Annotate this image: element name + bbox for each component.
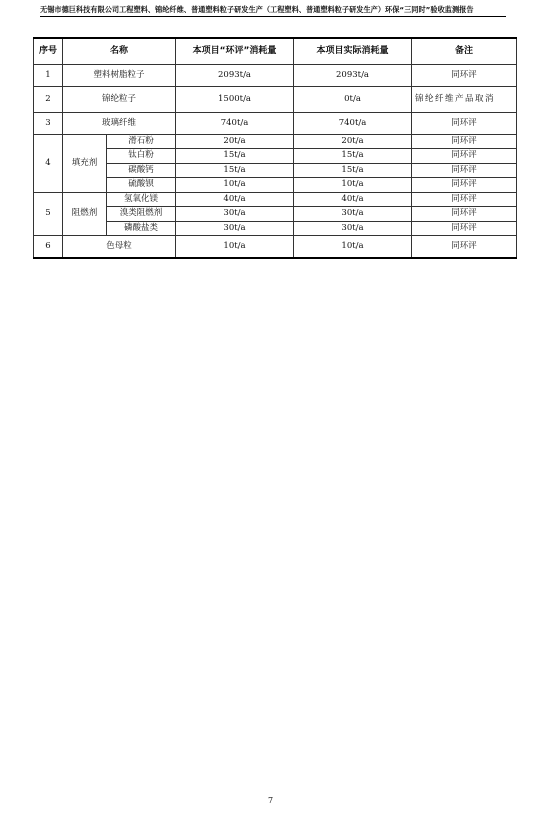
cell-eia: 30t/a [176, 221, 294, 236]
cell-subname: 滑石粉 [107, 134, 176, 149]
table-row [34, 221, 517, 236]
cell-name: 色母粒 [63, 236, 176, 258]
cell-remark: 同环评 [412, 64, 517, 86]
cell-remark: 同环评 [412, 112, 517, 134]
table-row [34, 149, 517, 164]
table-row [34, 134, 517, 149]
cell-subname: 碳酸钙 [107, 163, 176, 178]
cell-no: 4 [34, 134, 63, 192]
cell-group-name: 阻燃剂 [63, 192, 107, 236]
cell-actual: 740t/a [294, 112, 412, 134]
cell-no: 3 [34, 112, 63, 134]
cell-actual: 30t/a [294, 221, 412, 236]
cell-actual: 10t/a [294, 178, 412, 193]
cell-actual: 2093t/a [294, 64, 412, 86]
cell-eia: 40t/a [176, 192, 294, 207]
header-actual-consumption: 本项目实际消耗量 [294, 38, 412, 64]
cell-subname: 氢氧化镁 [107, 192, 176, 207]
cell-eia: 1500t/a [176, 86, 294, 112]
cell-eia: 15t/a [176, 149, 294, 164]
table-row [34, 236, 517, 258]
cell-eia: 10t/a [176, 178, 294, 193]
cell-eia: 20t/a [176, 134, 294, 149]
table-row [34, 112, 517, 134]
cell-remark: 同环评 [412, 221, 517, 236]
header-eia-consumption: 本项目“环评”消耗量 [176, 38, 294, 64]
cell-subname: 溴类阻燃剂 [107, 207, 176, 222]
cell-no: 2 [34, 86, 63, 112]
cell-eia: 10t/a [176, 236, 294, 258]
table-row [34, 207, 517, 222]
cell-remark: 同环评 [412, 207, 517, 222]
header-remark: 备注 [412, 38, 517, 64]
cell-name: 玻璃纤维 [63, 112, 176, 134]
cell-subname: 钛白粉 [107, 149, 176, 164]
cell-actual: 30t/a [294, 207, 412, 222]
header-name: 名称 [63, 38, 176, 64]
cell-actual: 40t/a [294, 192, 412, 207]
cell-name: 锦纶粒子 [63, 86, 176, 112]
cell-eia: 2093t/a [176, 64, 294, 86]
header-no: 序号 [34, 38, 63, 64]
cell-actual: 0t/a [294, 86, 412, 112]
cell-no: 6 [34, 236, 63, 258]
report-header [40, 5, 506, 17]
cell-remark: 同环评 [412, 163, 517, 178]
table-row [34, 192, 517, 207]
page-number: 7 [267, 796, 274, 805]
cell-subname: 硫酸钡 [107, 178, 176, 193]
cell-actual: 15t/a [294, 163, 412, 178]
cell-subname: 磷酸盐类 [107, 221, 176, 236]
table-row [34, 86, 517, 112]
table-row [34, 178, 517, 193]
cell-eia: 30t/a [176, 207, 294, 222]
cell-actual: 15t/a [294, 149, 412, 164]
material-consumption-table [33, 37, 517, 259]
cell-actual: 20t/a [294, 134, 412, 149]
cell-group-name: 填充剂 [63, 134, 107, 192]
table-row [34, 64, 517, 86]
cell-no: 5 [34, 192, 63, 236]
cell-no: 1 [34, 64, 63, 86]
cell-remark: 同环评 [412, 149, 517, 164]
cell-remark: 同环评 [412, 192, 517, 207]
cell-remark: 同环评 [412, 178, 517, 193]
cell-remark: 同环评 [412, 236, 517, 258]
cell-eia: 740t/a [176, 112, 294, 134]
report-header-title: 无锡市德巨科技有限公司工程塑料、锦纶纤维、普通塑料粒子研发生产（工程塑料、普通塑料粒子研发生产）环保“三同时”验收监测报告 [40, 5, 474, 14]
cell-remark: 同环评 [412, 134, 517, 149]
cell-name: 塑料树脂粒子 [63, 64, 176, 86]
table-header-row [34, 38, 517, 64]
cell-actual: 10t/a [294, 236, 412, 258]
table-row [34, 163, 517, 178]
cell-remark: 锦纶纤维产品取消 [412, 86, 517, 112]
cell-eia: 15t/a [176, 163, 294, 178]
